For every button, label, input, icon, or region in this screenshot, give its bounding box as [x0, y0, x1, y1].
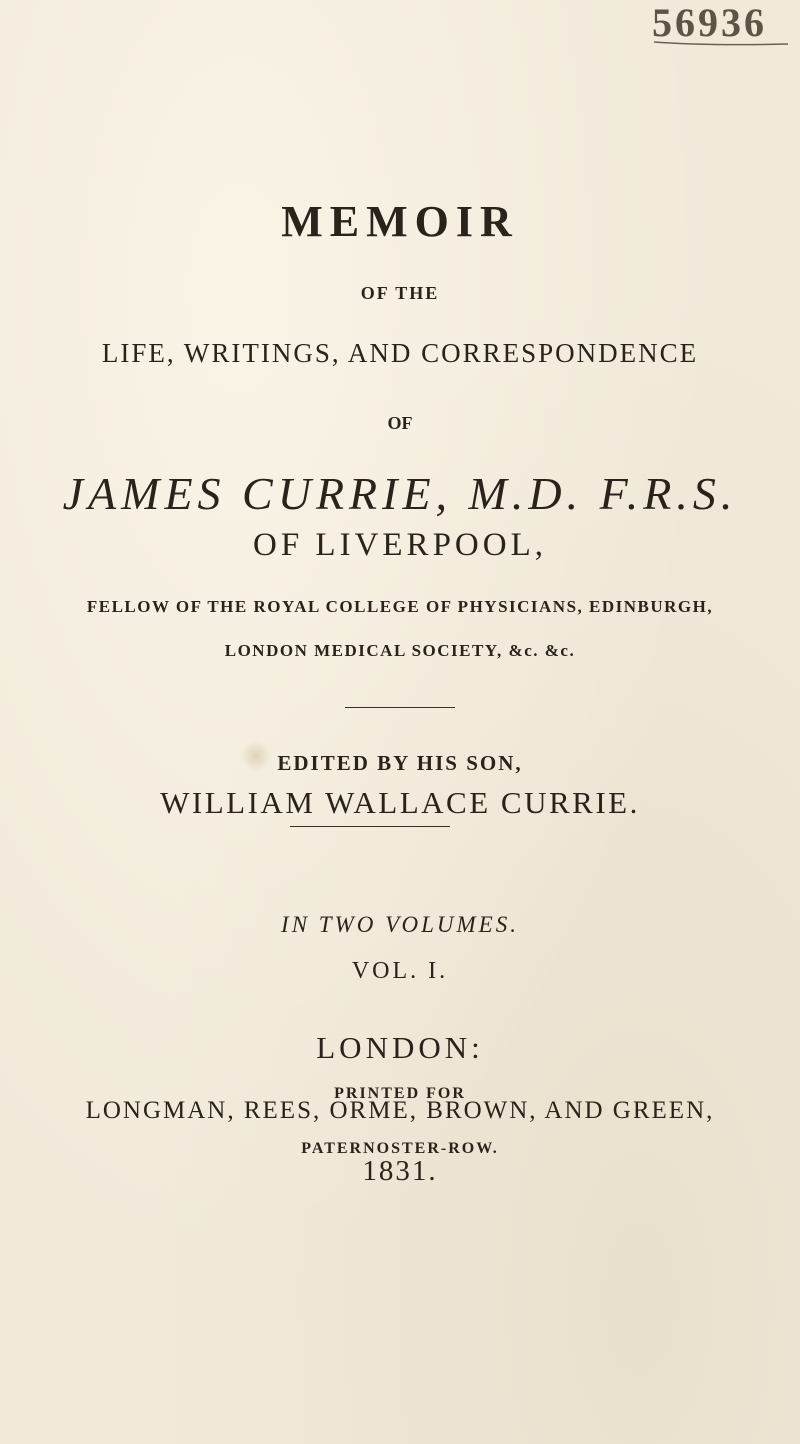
subject-name: JAMES CURRIE, M.D. F.R.S. — [62, 468, 738, 519]
title-connector-of: OF — [387, 413, 413, 433]
subject-place: OF LIVERPOOL, — [252, 527, 547, 563]
edited-by-line: EDITED BY HIS SON, — [277, 751, 523, 775]
imprint-printed-for: PRINTED FOR — [334, 1085, 466, 1102]
library-stamp — [648, 0, 800, 48]
subject-society: LONDON MEDICAL SOCIETY, &c. &c. — [224, 641, 576, 660]
title-connector-of-the: OF THE — [360, 283, 440, 303]
divider-rule — [345, 707, 455, 708]
volume-count: IN TWO VOLUMES. — [281, 912, 519, 937]
imprint-year: 1831. — [362, 1155, 438, 1187]
editor-name: WILLIAM WALLACE CURRIE. — [160, 785, 640, 820]
stamp-number: 56936 — [652, 0, 767, 45]
volume-number: VOL. I. — [351, 958, 449, 984]
book-subtitle: LIFE, WRITINGS, AND CORRESPONDENCE — [101, 338, 699, 368]
imprint-publishers: LONGMAN, REES, ORME, BROWN, AND GREEN, — [85, 1097, 715, 1124]
book-title: MEMOIR — [281, 197, 519, 246]
divider-rule — [290, 826, 450, 827]
subject-affiliation: FELLOW OF THE ROYAL COLLEGE OF PHYSICIANS, EDINBURGH, — [86, 597, 714, 616]
imprint-address: PATERNOSTER-ROW. — [301, 1140, 499, 1157]
imprint-city: LONDON: — [316, 1030, 484, 1065]
